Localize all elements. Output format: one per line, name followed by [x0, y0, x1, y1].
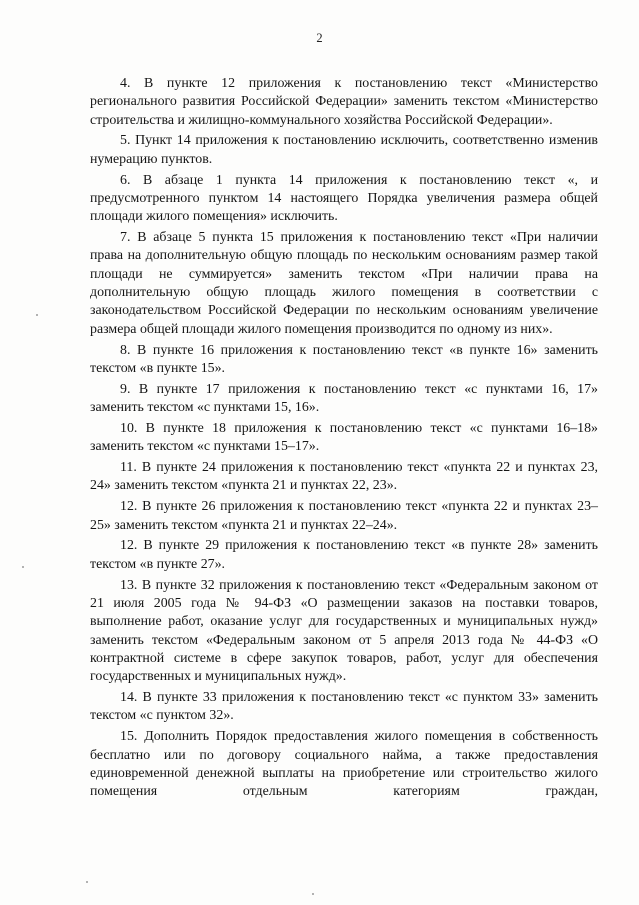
paragraph-12b: 12. В пункте 29 приложения к постановлению текст «в пункте 28» заменить текстом «в пункте 27». — [90, 538, 598, 572]
scan-speck — [86, 881, 88, 883]
paragraph-13: 13. В пункте 32 приложения к постановлению текст «Федеральным законом от 21 июля 2005 года № 94-ФЗ «О размещении заказов на поставки товаров, выполнение работ, оказание услуг для государственных и муниципальных нужд» заменить текстом «Федеральным законом от 5 апреля 2013 года № 44-ФЗ «О контрактной системе в сфере закупок товаров, работ, услуг для обеспечения государственных и муниципальных нужд». — [90, 577, 598, 685]
document-body — [90, 75, 598, 804]
paragraph-15: 15. Дополнить Порядок предоставления жилого помещения в собственность бесплатно или по договору социального найма, а также предоставления единовременной денежной выплаты на приобретение или строительство жилого помещения отдельным категориям граждан, — [90, 729, 598, 800]
paragraph-12a: 12. В пункте 26 приложения к постановлению текст «пункта 22 и пунктах 23–25» заменить текстом «пункта 21 и пунктах 22–24». — [90, 499, 598, 533]
paragraph-8: 8. В пункте 16 приложения к постановлению текст «в пункте 16» заменить текстом «в пункте 15». — [90, 342, 598, 376]
paragraph-11: 11. В пункте 24 приложения к постановлению текст «пункта 22 и пунктах 23, 24» заменить текстом «пункта 21 и пунктах 22, 23». — [90, 460, 598, 494]
paragraph-7: 7. В абзаце 5 пункта 15 приложения к постановлению текст «При наличии права на дополнительную общую площадь по нескольким основаниям размер такой площади не суммируется» заменить текстом «При наличии права на дополнительную общую площадь жилого помещения в соответствии с законодательством Российской Федерации по нескольким основаниям увеличение размера общей площади жилого помещения производится по одному из них». — [90, 230, 598, 337]
paragraph-4: 4. В пункте 12 приложения к постановлению текст «Министерство регионального развития Российской Федерации» заменить текстом «Министерство строительства и жилищно-коммунального хозяйства Российской Федерации». — [90, 76, 598, 128]
paragraph-5: 5. Пункт 14 приложения к постановлению исключить, соответственно изменив нумерацию пунктов. — [90, 133, 598, 167]
paragraph-14: 14. В пункте 33 приложения к постановлению текст «с пунктом 33» заменить текстом «с пунктом 32». — [90, 690, 598, 724]
page-number: 2 — [316, 31, 323, 45]
paragraph-6: 6. В абзаце 1 пункта 14 приложения к постановлению текст «, и предусмотренного пунктом 14 настоящего Порядка увеличения размера общей площади жилого помещения» исключить. — [90, 172, 598, 225]
scan-speck — [312, 893, 314, 895]
scan-speck — [36, 314, 38, 316]
paragraph-10: 10. В пункте 18 приложения к постановлению текст «с пунктами 16–18» заменить текстом «с пунктами 15–17». — [90, 420, 598, 455]
paragraph-9: 9. В пункте 17 приложения к постановлению текст «с пунктами 16, 17» заменить текстом «с пунктами 15, 16». — [90, 381, 598, 416]
scan-speck — [22, 566, 24, 568]
